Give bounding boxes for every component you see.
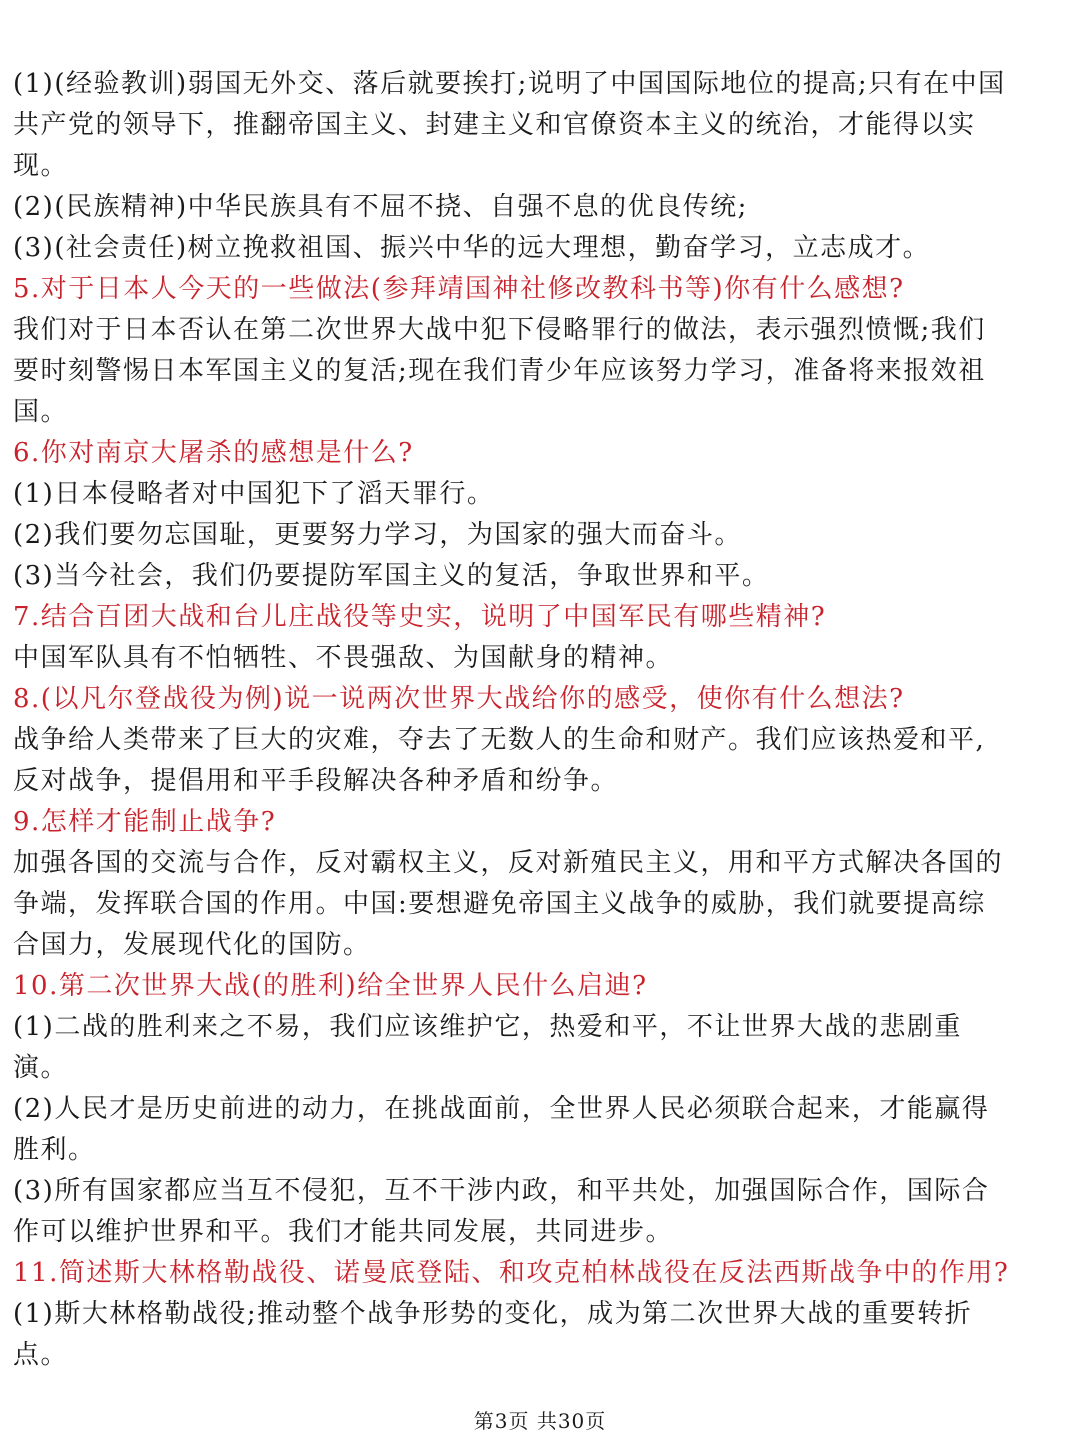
answer-line: 反对战争，提倡用和平手段解决各种矛盾和纷争。	[13, 766, 619, 796]
answer-line: (2)(民族精神)中华民族具有不屈不挠、自强不息的优良传统;	[13, 192, 748, 222]
answer-line: 加强各国的交流与合作，反对霸权主义，反对新殖民主义，用和平方式解决各国的	[13, 848, 1004, 878]
answer-line: 争端，发挥联合国的作用。中国:要想避免帝国主义战争的威胁，我们就要提高综	[13, 889, 986, 919]
question-heading: 8.(以凡尔登战役为例)说一说两次世界大战给你的感受，使你有什么想法?	[13, 684, 905, 714]
answer-line: (2)我们要勿忘国耻，更要努力学习，为国家的强大而奋斗。	[13, 520, 742, 550]
page-footer: 第3页 共30页	[473, 1409, 607, 1433]
document-body	[13, 64, 1069, 1376]
answer-line: 点。	[13, 1340, 69, 1370]
answer-line: 我们对于日本否认在第二次世界大战中犯下侵略罪行的做法，表示强烈愤慨;我们	[13, 315, 986, 345]
question-heading: 6.你对南京大屠杀的感想是什么?	[13, 438, 414, 468]
question-heading: 7.结合百团大战和台儿庄战役等史实，说明了中国军民有哪些精神?	[13, 602, 827, 632]
answer-line: 作可以维护世界和平。我们才能共同发展，共同进步。	[13, 1217, 674, 1247]
answer-line: (3)当今社会，我们仍要提防军国主义的复活，争取世界和平。	[13, 561, 770, 591]
answer-line: 要时刻警惕日本军国主义的复活;现在我们青少年应该努力学习，准备将来报效祖	[13, 356, 986, 386]
answer-line: 中国军队具有不怕牺牲、不畏强敌、为国献身的精神。	[13, 643, 674, 673]
question-heading: 11.简述斯大林格勒战役、诺曼底登陆、和攻克柏林战役在反法西斯战争中的作用?	[13, 1258, 1010, 1288]
answer-line: 胜利。	[13, 1135, 96, 1165]
question-heading: 9.怎样才能制止战争?	[13, 807, 277, 837]
answer-line: (3)(社会责任)树立挽救祖国、振兴中华的远大理想，勤奋学习，立志成才。	[13, 233, 931, 263]
answer-line: 共产党的领导下，推翻帝国主义、封建主义和官僚资本主义的统治，才能得以实	[13, 110, 976, 140]
answer-line: 国。	[13, 397, 69, 427]
question-heading: 10.第二次世界大战(的胜利)给全世界人民什么启迪?	[13, 971, 648, 1001]
answer-line: (3)所有国家都应当互不侵犯，互不干涉内政，和平共处，加强国际合作，国际合	[13, 1176, 990, 1206]
answer-line: 合国力，发展现代化的国防。	[13, 930, 371, 960]
answer-line: (1)斯大林格勒战役;推动整个战争形势的变化，成为第二次世界大战的重要转折	[13, 1299, 973, 1329]
answer-line: (2)人民才是历史前进的动力，在挑战面前，全世界人民必须联合起来，才能赢得	[13, 1094, 990, 1124]
answer-line: (1)日本侵略者对中国犯下了滔天罪行。	[13, 479, 495, 509]
answer-line: (1)二战的胜利来之不易，我们应该维护它，热爱和平，不让世界大战的悲剧重	[13, 1012, 962, 1042]
answer-line: 演。	[13, 1053, 69, 1083]
answer-line: 战争给人类带来了巨大的灾难，夺去了无数人的生命和财产。我们应该热爱和平,	[13, 725, 986, 755]
answer-line: 现。	[13, 151, 69, 181]
answer-line: (1)(经验教训)弱国无外交、落后就要挨打;说明了中国国际地位的提高;只有在中国	[13, 69, 1006, 99]
question-heading: 5.对于日本人今天的一些做法(参拜靖国神社修改教科书等)你有什么感想?	[13, 274, 905, 304]
